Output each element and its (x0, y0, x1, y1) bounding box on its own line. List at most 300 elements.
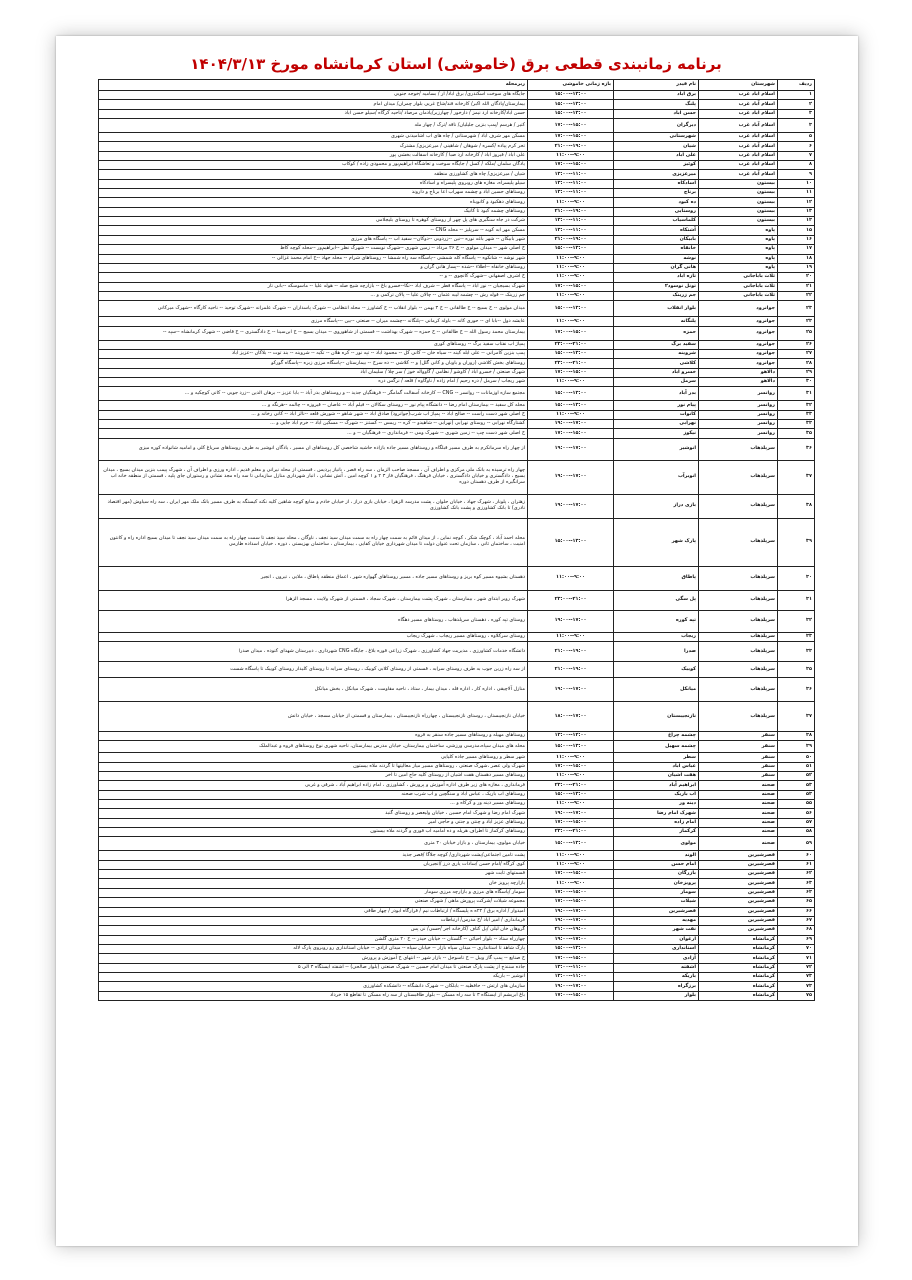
row-city: دالاهو (699, 377, 778, 386)
row-streets: سیلو پلیسراه، مغازه های روبروی پلیسراه و آسادکاه (99, 179, 528, 188)
row-number: ۴۸ (778, 732, 815, 741)
table-row (99, 972, 815, 981)
row-feeder: انوشیر (614, 438, 699, 460)
row-city: روانسر (699, 419, 778, 428)
row-streets: مجتمع سازه اوزمانات -- روانسر -- CNG -- کارخانه آسفالت گمامگر -- فرهنگیان جدید -- و روستاهای بدر آباد -- بابا عزیز -- برهان الدین --زرد جوبی -- کانی کوچکیه و ... (99, 387, 528, 401)
row-number: ۴۴ (778, 642, 815, 662)
row-time: ۱۱:۰۰--۱۳:۰۰ (528, 972, 614, 981)
row-time: ۹:۰۰--۱۱:۰۰ (528, 273, 614, 282)
row-feeder: شروینه (614, 349, 699, 358)
row-city: جوانرود (699, 359, 778, 368)
row-streets: مسکن مهر ابه کوبه -- سرپلیز -- محله CNG -- (99, 226, 528, 235)
row-feeder: خانقاه (614, 245, 699, 254)
row-streets: امیدوار / اداره برق / ۲۲ه ‌ه پلیسگاه / ارتباطات نیم / قرارگاه ابوذر / چهار طاقی (99, 907, 528, 916)
row-number: ۲۰ (778, 273, 815, 282)
row-streets: روستاهای دهکبود و کانویناه (99, 198, 528, 207)
row-time: ۲۱:۰۰--۲۳:۰۰ (528, 359, 614, 368)
row-streets: انوشیر -- باریکه (99, 972, 528, 981)
row-feeder: شهرستانی (614, 133, 699, 142)
row-number: ۳ (778, 109, 815, 118)
row-time: ۹:۰۰--۱۱:۰۰ (528, 632, 614, 641)
row-feeder: آشتکاه (614, 226, 699, 235)
row-feeder: ابراهیم آباد (614, 781, 699, 790)
table-row (99, 809, 815, 818)
row-city: سرپلذهاب (699, 518, 778, 566)
table-row (99, 245, 815, 254)
row-number: ۴۵ (778, 662, 815, 678)
row-number: ۲۸ (778, 359, 815, 368)
row-feeder: حمزه (614, 326, 699, 340)
row-time: ۱۳:۰۰--۱۵:۰۰ (528, 109, 614, 118)
row-number: ۶۵ (778, 898, 815, 907)
row-city: صحنه (699, 818, 778, 827)
row-city: ثلاث باباجانی (699, 291, 778, 300)
row-city: بیستون (699, 217, 778, 226)
row-number: ۲۶ (778, 340, 815, 349)
row-time: ۱۹:۰۰--۲۱:۰۰ (528, 207, 614, 216)
row-feeder: انوبرآب (614, 460, 699, 494)
row-city: کرمانشاه (699, 963, 778, 972)
table-row (99, 518, 815, 566)
table-row (99, 632, 815, 641)
row-time: ۱۳:۰۰--۱۵:۰۰ (528, 301, 614, 317)
row-city: روانسر (699, 429, 778, 438)
row-time: ۹:۰۰--۱۱:۰۰ (528, 879, 614, 888)
row-feeder: بابیکان (614, 235, 699, 244)
row-number: ۱ (778, 91, 815, 100)
row-number: ۴۳ (778, 632, 815, 641)
table-row (99, 133, 815, 142)
table-row (99, 642, 815, 662)
row-time: ۱۳:۰۰--۱۵:۰۰ (528, 741, 614, 753)
row-time: ۱۹:۰۰--۲۱:۰۰ (528, 642, 614, 662)
row-city: اسلام آباد غرب (699, 109, 778, 118)
row-number: ۵۷ (778, 818, 815, 827)
row-streets: گروهان خان لیلی /پل کتاف /کارخانه آجر /حسی/ نی پس (99, 926, 528, 935)
row-city: روانسر (699, 410, 778, 419)
row-number: ۱۴ (778, 217, 815, 226)
row-streets: محله های میدان سپاه،مدرسی ورزشی، ساختمان بیمارستان، خیابان مدرس بیمارستان، ناحیه شهری نوع روستاهای قروه و عبدالملک (99, 741, 528, 753)
table-row (99, 662, 815, 678)
row-feeder: امام زاده (614, 818, 699, 827)
row-city: کرمانشاه (699, 982, 778, 991)
row-time: ۱۱:۰۰--۱۳:۰۰ (528, 189, 614, 198)
row-number: ۲۹ (778, 368, 815, 377)
table-row (99, 916, 815, 925)
row-streets: زهتران ، پلونار ، شهرک جهاد ، خیابان حلوان ، پشت مدرسه الزهرا ، خیابان بازی دراز ، از خیابان خادم و منابع کوچه شاهین کلیه نکته کیستگه به طرف مسیر بانک ملک مهر ایران ، سه راه سیاوش (مهر اقتصاد نادری) تا بانک کشاورزی و پشت بانک کشاورزی (99, 494, 528, 518)
row-time: ۲۱:۰۰--۲۳:۰۰ (528, 590, 614, 610)
row-time: ۱۳:۰۰--۱۵:۰۰ (528, 837, 614, 851)
row-number: ۶۴ (778, 888, 815, 897)
row-time: ۹:۰۰--۱۱:۰۰ (528, 291, 614, 300)
row-number: ۵۰ (778, 753, 815, 762)
row-number: ۶ (778, 142, 815, 151)
row-time: ۱۳:۰۰--۱۵:۰۰ (528, 944, 614, 953)
row-number: ۸ (778, 161, 815, 170)
row-number: ۵۲ (778, 772, 815, 781)
row-number: ۴ (778, 119, 815, 133)
row-streets: شهر سطر و روستاهای مسیر جاده کلیایی (99, 753, 528, 762)
row-time: ۹:۰۰--۱۱:۰۰ (528, 410, 614, 419)
row-feeder: برق آباد (614, 91, 699, 100)
row-streets: شهر ریجاب / سرمل / دره رحیم / امام زاده / ناوگاوه / قلعه / نرگس دره (99, 377, 528, 386)
row-city: جوانرود (699, 317, 778, 326)
table-row (99, 226, 815, 235)
row-feeder: کلاشی (614, 359, 699, 368)
table-row (99, 189, 815, 198)
row-streets: شهر نوشه -- شانکوه -- پاسگاه کله شمشی --پاسگاه سه راه شمشا -- روستاهای شرام -- محله جهاد --خ امام محمد غزالی -- (99, 254, 528, 263)
row-city: پاوه (699, 245, 778, 254)
table-row (99, 741, 815, 753)
row-time: ۲۱:۰۰--۲۳:۰۰ (528, 340, 614, 349)
table-row (99, 91, 815, 100)
row-streets: شهرک امام رضا و شهرک امام حسین ، خیابان ولیعصر و روستای گنبد (99, 809, 528, 818)
row-number: ۲۳ (778, 301, 815, 317)
row-city: بیستون (699, 207, 778, 216)
table-row (99, 282, 815, 291)
table-row (99, 818, 815, 827)
row-streets: شهرک ولی عصر ،شهرک صنعتی ، روستاهای مسیر میاز معالیتها تا گردنه ملّاه بیستون (99, 762, 528, 771)
row-time: ۱۵:۰۰--۱۷:۰۰ (528, 133, 614, 142)
row-time: ۹:۰۰--۱۱:۰۰ (528, 151, 614, 160)
row-city: سرپلذهاب (699, 566, 778, 590)
row-streets: پارک شاهد تا استانداری -- میدان سپاه بازار -- خیابان سپاه -- میدان آزادی -- خیابان استانداری رو روبروی پارک لاله (99, 944, 528, 953)
row-time: ۹:۰۰--۱۱:۰۰ (528, 566, 614, 590)
row-number: ۱۷ (778, 245, 815, 254)
row-number: ۱۶ (778, 235, 815, 244)
row-city: ثلاث باباجانی (699, 282, 778, 291)
row-feeder: کرکماز (614, 828, 699, 837)
row-feeder: بلوار انقلاب (614, 301, 699, 317)
table-row (99, 907, 815, 916)
row-feeder: پلنگانه (614, 317, 699, 326)
row-streets: روستاهای کرکماز تا اطراف هریله و ده امامیه آب قوری و گردنه ملّاه بیستون (99, 828, 528, 837)
row-feeder: دینه ور (614, 800, 699, 809)
row-city: بیستون (699, 198, 778, 207)
row-city: جوانرود (699, 349, 778, 358)
row-number: ۶۷ (778, 916, 815, 925)
row-number: ۷۱ (778, 954, 815, 963)
row-streets: روستای تپه کوره ، دهستان سرپلذهاب ، روستاهای مسیر دهگاه (99, 610, 528, 632)
row-number: ۵۸ (778, 828, 815, 837)
row-city: سنقر (699, 741, 778, 753)
row-streets: حسن آباد/کارخانه آرد نیمز / دارخور / چهارزبر/یادمان مرصاد /ناحیه کرگاه /سیلو حسن آباد (99, 109, 528, 118)
row-city: سرپلذهاب (699, 702, 778, 732)
row-feeder: نهرابی (614, 419, 699, 428)
row-number: ۲ (778, 100, 815, 109)
table-row (99, 610, 815, 632)
row-city: قصرشیرین (699, 870, 778, 879)
row-number: ۳۱ (778, 387, 815, 401)
row-feeder: علی آباد (614, 151, 699, 160)
row-streets: محله احمد آباد ، کوچک شکر ، کوچه نماین ، از میدان قائم به سمت چهار راه به سمت میدان سید نجف ، ناوگان ، محله سید نجف تا سمت چهار راه به سمت میدان سید نجف تا میدان بسیج اداره راه و کانتون امنیت ، ساختمان ثانی ، سازمان تحت عنوان دولت تا میدان شهرداری خیابان کفایی ، بیمارستان ، ساختمان بهزیستی ، دوره ، خیابان اسداده طارمی (99, 518, 528, 566)
row-streets: عایشه دول --بابا ای -- حوری کانه -- باوله کرمانی --پلنگانه --چشمه میران -- صنعتی --بین ---پاسگاه مرزی (99, 317, 528, 326)
row-city: کرمانشاه (699, 991, 778, 1000)
table-row (99, 762, 815, 771)
row-time: ۱۲:۰۰--۱۳:۰۰ (528, 732, 614, 741)
row-number: ۶۶ (778, 907, 815, 916)
row-time: ۱۱:۰۰--۱۳:۰۰ (528, 226, 614, 235)
row-city: کرمانشاه (699, 972, 778, 981)
row-streets: قسمتهای ثابت شهر (99, 870, 528, 879)
table-row (99, 291, 815, 300)
row-feeder: پاطاق (614, 566, 699, 590)
row-feeder: آشفته (614, 963, 699, 972)
row-time: ۱۱:۰۰--۱۳:۰۰ (528, 217, 614, 226)
row-number: ۵ (778, 133, 815, 142)
table-row (99, 944, 815, 953)
row-number: ۶۹ (778, 935, 815, 944)
row-feeder: تپه کوره (614, 610, 699, 632)
row-city: سرپلذهاب (699, 590, 778, 610)
row-number: ۱۳ (778, 207, 815, 216)
row-time: ۲۱:۰۰--۲۳:۰۰ (528, 828, 614, 837)
row-city: سرپلذهاب (699, 632, 778, 641)
row-time: ۲۱:۰۰--۲۳:۰۰ (528, 781, 614, 790)
row-time: ۱۵:۰۰--۱۷:۰۰ (528, 888, 614, 897)
row-streets: علی آباد / فیروز آباد / کارخانه آرد صبا / کارخانه آسفالت بخشی پور (99, 151, 528, 160)
row-time: ۱۵:۰۰--۱۷:۰۰ (528, 898, 614, 907)
table-row (99, 207, 815, 216)
row-city: سرپلذهاب (699, 438, 778, 460)
row-city: کرمانشاه (699, 944, 778, 953)
table-row (99, 879, 815, 888)
row-streets: بازارچه پرویز خان (99, 879, 528, 888)
row-feeder: قصرشیرین (614, 907, 699, 916)
row-time: ۱۹:۰۰--۲۱:۰۰ (528, 235, 614, 244)
row-streets: خ اصلی شهر دست راست -- صالح آباد -- پمپاژ آب شرب(جوانرود) صادق آباد -- شهر شاهو -- شورش قلعه --نالز آباد -- کانی رخانه و ... (99, 410, 528, 419)
row-feeder: سومار (614, 888, 699, 897)
row-number: ۶۱ (778, 860, 815, 869)
row-streets: خ صنایع -- پمپ گاز وبیل -- خ تاسوجل -- بازار شهر -- انتهای خ آموزش و پرورش (99, 954, 528, 963)
row-streets: از سه راه زرین جوب به طرف روستای سرابه ، قسمتی از روستای کلابی کوییک ، روستای سرابه تا روستای کلیدار روستای کوییک تا پاسگاه شست (99, 662, 528, 678)
row-city: اسلام آباد غرب (699, 119, 778, 133)
row-streets: چهارراه ستاد -- بلوار احیائی -- گلستان -- خیابان حیدر -- خ ۲۰ متری گلشن (99, 935, 528, 944)
table-row (99, 963, 815, 972)
row-time: ۱۷:۰۰--۱۹:۰۰ (528, 610, 614, 632)
row-streets: باغ ابریشم از ایستگاه ۳ تا سه راه مسکن -- بلوار طاقبستان از سه راه مسکن تا تقاطع ۱۵ خرداد (99, 991, 528, 1000)
table-row (99, 460, 815, 494)
row-streets: پشت تامین اجتماعی/پشت شهرداری/ کوچه جلاگا /قصر جدید (99, 851, 528, 860)
row-streets: محله کل سفید -- بیمارستان امام رضا -- دانشگاه پیام نور -- روستای سکالان -- فیلم آباد -- عاصان -- قیروزه -- چالمه --هرنگه و ... (99, 401, 528, 410)
table-row (99, 702, 815, 732)
row-time: ۱۹:۰۰--۲۱:۰۰ (528, 142, 614, 151)
row-feeder: نفت شهر (614, 926, 699, 935)
row-number: ۴۱ (778, 590, 815, 610)
row-number: ۹ (778, 170, 815, 179)
row-feeder: برناج (614, 189, 699, 198)
row-time: ۱۵:۰۰--۱۷:۰۰ (528, 326, 614, 340)
table-row (99, 217, 815, 226)
row-feeder: روستایی (614, 207, 699, 216)
schedule-table (98, 79, 815, 1001)
row-feeder: بازی دراز (614, 494, 699, 518)
row-time: ۱۵:۰۰--۱۷:۰۰ (528, 870, 614, 879)
header-streets: ربرمحله (99, 80, 528, 91)
row-time: ۹:۰۰--۱۱:۰۰ (528, 851, 614, 860)
row-feeder: ریجاب (614, 632, 699, 641)
row-number: ۴۶ (778, 678, 815, 702)
table-row (99, 142, 815, 151)
row-number: ۷۰ (778, 944, 815, 953)
row-time: ۹:۰۰--۱۱:۰۰ (528, 317, 614, 326)
row-feeder: آب باریک (614, 790, 699, 799)
row-time: ۱۹:۰۰--۲۱:۰۰ (528, 662, 614, 678)
row-streets: میدان مولوی -- خ بسیج -- خ طالقانی -- خ ۳ بهمن -- بلوار انقلاب -- خ کشاورز -- محله انتظامی -- شهرک پاسداران -- شهرک علمرانه --شهرک توحید -- ناحیه کارگاه --شهرک میرکانی (99, 301, 528, 317)
row-city: صحنه (699, 837, 778, 851)
row-city: سرپلذهاب (699, 460, 778, 494)
row-number: ۱۰ (778, 179, 815, 188)
row-city: صحنه (699, 828, 778, 837)
row-city: جوانرود (699, 340, 778, 349)
row-feeder: مولوی (614, 837, 699, 851)
row-number: ۲۵ (778, 326, 815, 340)
row-city: قصرشیرین (699, 898, 778, 907)
row-feeder: آسادکاه (614, 179, 699, 188)
row-number: ۳۵ (778, 429, 815, 438)
row-number: ۴۰ (778, 566, 815, 590)
row-number: ۲۱ (778, 282, 815, 291)
row-feeder: سرمل (614, 377, 699, 386)
row-streets: روستاهای مسیر دینه ور و کرکاه و ... (99, 800, 528, 809)
table-row (99, 419, 815, 428)
row-number: ۴۲ (778, 610, 815, 632)
row-streets: مسکن مهر شرف آباد / شهرستانی / چاه های آب آشامیدنی شهری (99, 133, 528, 142)
row-city: پاوه (699, 263, 778, 272)
table-row (99, 368, 815, 377)
row-feeder: جم زرینک (614, 291, 699, 300)
row-feeder: تازه اباد (614, 273, 699, 282)
row-time: ۱۱:۰۰--۱۳:۰۰ (528, 170, 614, 179)
row-city: صحنه (699, 809, 778, 818)
row-streets: بیمارستان/پادگان الله اکبر/ کارخانه قند/شاخ غربی بلوار چمران/ میدان امام (99, 100, 528, 109)
table-row (99, 359, 815, 368)
row-number: ۶۳ (778, 879, 815, 888)
row-streets: بیمارستان محمد رسول الله -- خ طالقانی -- خ حمزه -- شهرک بهداشت -- قسمتی از شاهوروی -- میدان بسیج -- خ ابن‌سینا -- خ دادگستری -- خ قاضی -- شهرک کرمانشاه --سپه -- (99, 326, 528, 340)
row-streets: منازل آلاچیقی ، اداره کار ، اداره قله ، میدان بیمار ، ستاد ، ناحیه مقاومت ، شهرک میانکل ، بخش میانکل (99, 678, 528, 702)
row-streets: تحر کرم پیاده /کسره / شوهان / شاهینی / میرعزیزی/ مشترک (99, 142, 528, 151)
row-streets: دهستان بشیوه مسیر کوه بریز و روستاهای مسیر جاده ، مسیر روستاهای گهواره شهر ، اعماق منطقه پاطاق ، ملایی ، تیرون ، انجیر (99, 566, 528, 590)
row-feeder: امام حسن (614, 860, 699, 869)
row-time: ۱۷:۰۰--۱۹:۰۰ (528, 419, 614, 428)
row-time: ۹:۰۰--۱۱:۰۰ (528, 772, 614, 781)
row-number: ۶۸ (778, 926, 815, 935)
row-streets: از چهار راه سرمانکرم به طرف مسیر قبلگاه و روستاهای مسیر جاده بازاده حاشیه شاخصی کل روستاهای ان مسیر ، یادگان انوشیر به طرف روستاهای سرباغ کلی و امامیه شانواده کوره میزی (99, 438, 528, 460)
row-streets: خ اصلی شهر دست چپ -- زمین شهری -- شهرک ومی -- فرمانداری -- فرهنگیان -- و ... (99, 429, 528, 438)
table-row (99, 254, 815, 263)
row-feeder: عباس آباد (614, 762, 699, 771)
table-row (99, 401, 815, 410)
row-city: قصرشیرین (699, 888, 778, 897)
table-header-row (99, 80, 815, 91)
row-streets: شهر بابیکان -- شهر باغه نوره --نین --زردوبی --دوکان-- سفید آب -- پاسگاه های مرزی (99, 235, 528, 244)
row-time: ۱۷:۰۰--۱۹:۰۰ (528, 678, 614, 702)
row-feeder: بدر آباد (614, 387, 699, 401)
row-time: ۱۵:۰۰--۱۷:۰۰ (528, 991, 614, 1000)
row-time: ۱۵:۰۰--۱۷:۰۰ (528, 161, 614, 170)
row-number: ۲۲ (778, 291, 815, 300)
row-time: ۹:۰۰--۱۱:۰۰ (528, 377, 614, 386)
row-feeder: دیرگران (614, 119, 699, 133)
row-number: ۳۹ (778, 518, 815, 566)
row-time: ۱۷:۰۰--۱۹:۰۰ (528, 438, 614, 460)
row-feeder: سفید برگ (614, 340, 699, 349)
table-row (99, 888, 815, 897)
table-row (99, 151, 815, 160)
row-time: ۹:۰۰--۱۱:۰۰ (528, 263, 614, 272)
row-number: ۲۴ (778, 317, 815, 326)
row-time: ۱۵:۰۰--۱۷:۰۰ (528, 282, 614, 291)
row-streets: کنیر / هرسم /پمپ بنزین جلیلیان/ ناقه /ترک / چهار مله (99, 119, 528, 133)
table-row (99, 340, 815, 349)
row-number: ۷۴ (778, 982, 815, 991)
row-time: ۱۵:۰۰--۱۷:۰۰ (528, 818, 614, 827)
row-time: ۱۷:۰۰--۱۹:۰۰ (528, 916, 614, 925)
row-city: سنقر (699, 772, 778, 781)
row-feeder: بازرگان (614, 870, 699, 879)
row-streets: روستاهای عزیز اباد و چنتی و جنتی و حاجی امیر (99, 818, 528, 827)
row-feeder: مهدیه (614, 916, 699, 925)
row-city: قصرشیرین (699, 860, 778, 869)
table-row (99, 235, 815, 244)
table-row (99, 377, 815, 386)
row-number: ۷۵ (778, 991, 815, 1000)
row-feeder: بلوار (614, 991, 699, 1000)
row-time: ۱۷:۰۰--۱۸:۰۰ (528, 702, 614, 732)
table-row (99, 828, 815, 837)
table-row (99, 800, 815, 809)
row-city: سنقر (699, 762, 778, 771)
table-row (99, 273, 815, 282)
table-row (99, 170, 815, 179)
row-number: ۵۹ (778, 837, 815, 851)
row-number: ۷ (778, 151, 815, 160)
row-number: ۳۷ (778, 460, 815, 494)
row-city: کرمانشاه (699, 935, 778, 944)
row-number: ۵۴ (778, 790, 815, 799)
row-time: ۱۹:۰۰--۲۱:۰۰ (528, 926, 614, 935)
row-time: ۱۳:۰۰--۱۵:۰۰ (528, 401, 614, 410)
row-streets: سومار /پاسگاه های مرزی و بازارچه مرزی سومار (99, 888, 528, 897)
row-feeder: کانوات (614, 410, 699, 419)
row-feeder: چشمه چراغ (614, 732, 699, 741)
row-city: سرپلذهاب (699, 662, 778, 678)
row-streets: فرمانداری / امیر آباد /خ مدرس/ ارتباطات (99, 916, 528, 925)
row-time: ۹:۰۰--۱۱:۰۰ (528, 800, 614, 809)
table-row (99, 100, 815, 109)
row-feeder: پلنگ (614, 100, 699, 109)
row-feeder: شهرک امام رضا (614, 809, 699, 818)
row-city: اسلام آباد غرب (699, 100, 778, 109)
row-time: ۱۳:۰۰--۱۵:۰۰ (528, 790, 614, 799)
row-feeder: ده کبود (614, 198, 699, 207)
table-row (99, 732, 815, 741)
row-time: ۱۳:۰۰--۱۵:۰۰ (528, 100, 614, 109)
table-row (99, 753, 815, 762)
row-number: ۵۳ (778, 781, 815, 790)
row-number: ۴۷ (778, 702, 815, 732)
table-row (99, 837, 815, 851)
row-time: ۱۳:۰۰--۱۵:۰۰ (528, 245, 614, 254)
row-city: دالاهو (699, 368, 778, 377)
row-time: ۱۳:۰۰--۱۵:۰۰ (528, 518, 614, 566)
row-feeder: هفت آشیان (614, 772, 699, 781)
row-city: ثلاث باباجانی (699, 273, 778, 282)
row-number: ۳۰ (778, 377, 815, 386)
row-streets: جایگاه های سوخت اسکندری/ برق آباد/ ار / بسامیه /خوجه جنوبی (99, 91, 528, 100)
table-row (99, 991, 815, 1000)
table-row (99, 301, 815, 317)
